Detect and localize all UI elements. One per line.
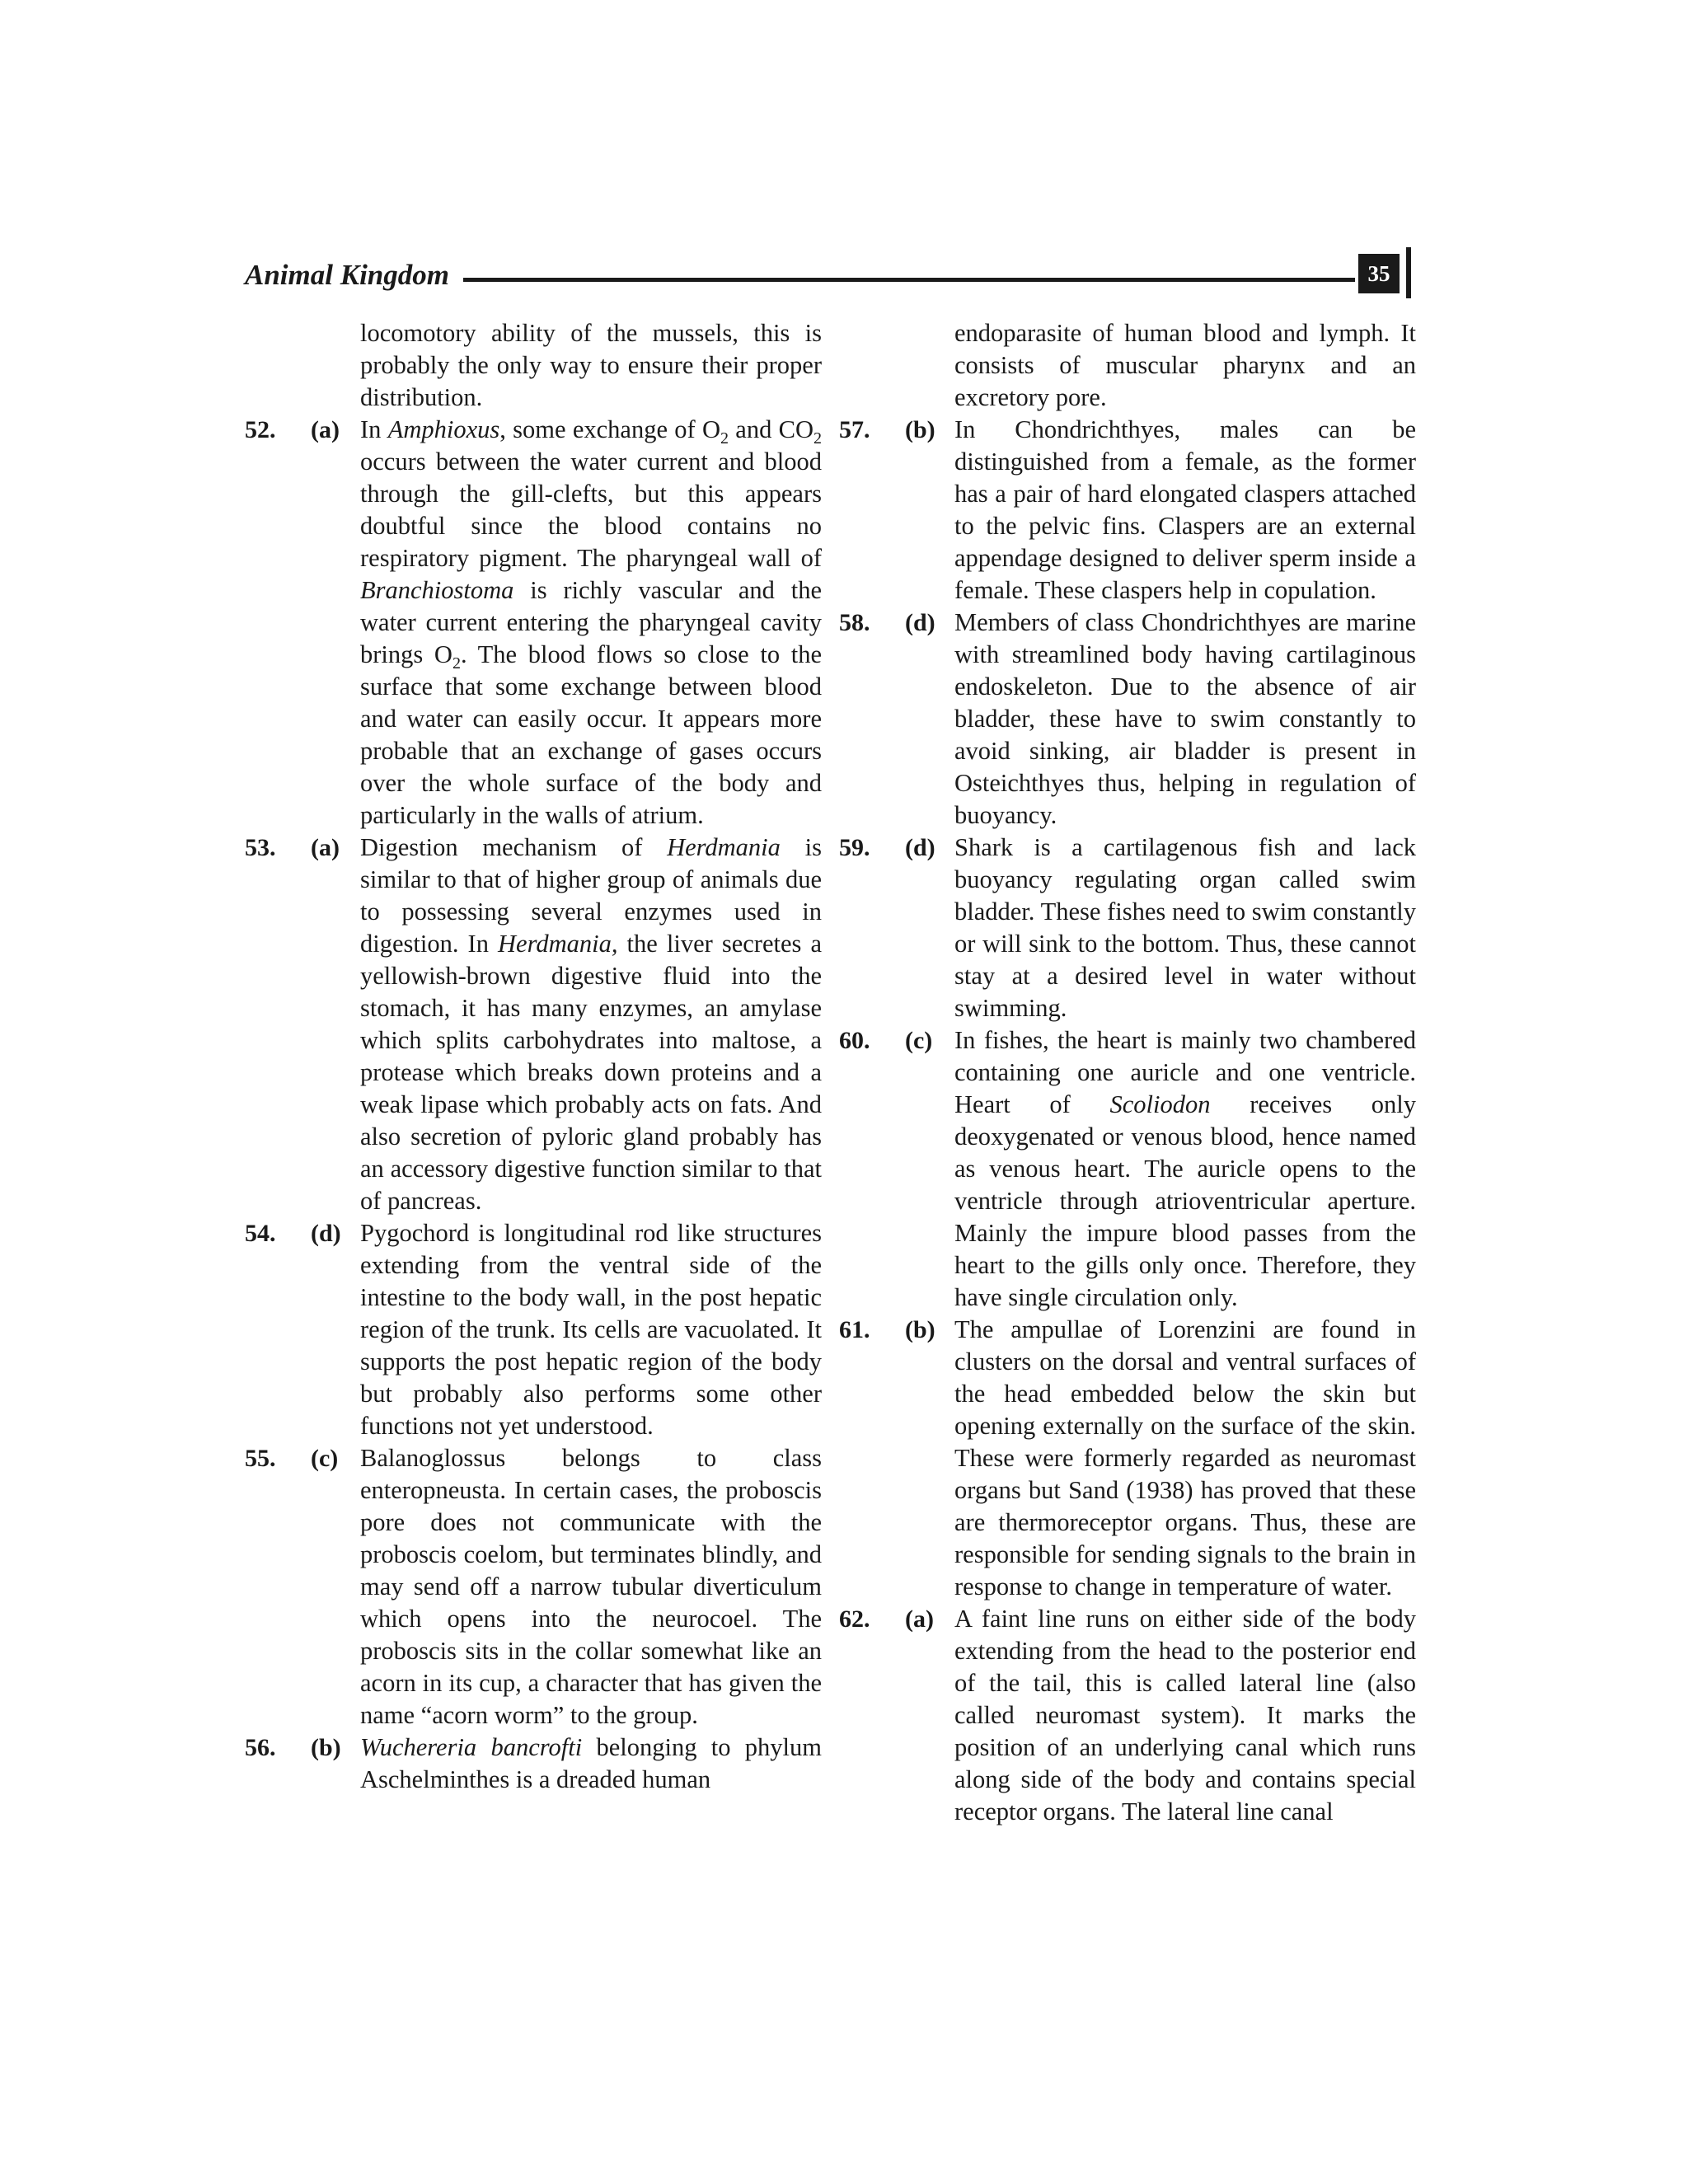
answer-option: (b) bbox=[905, 416, 935, 443]
continuation-paragraph bbox=[839, 317, 1416, 414]
continuation-paragraph bbox=[245, 317, 822, 414]
answer-option: (a) bbox=[311, 834, 340, 861]
page-header bbox=[245, 247, 1415, 305]
answer-item bbox=[245, 1442, 822, 1732]
question-number: 55. bbox=[245, 1445, 276, 1472]
answer-option: (c) bbox=[905, 1027, 933, 1054]
answer-option: (d) bbox=[311, 1220, 341, 1247]
answer-text: In Chondrichthyes, males can be distinguished from a female, as the former has a pair of hard elongated claspers attached to the pelvic fins. Claspers are an external appendage designed to deliver sperm inside a female. These claspers help in copulation. bbox=[954, 415, 1416, 604]
left-column bbox=[245, 317, 822, 1796]
answer-text: Shark is a cartilagenous fish and lack buoyancy regulating organ called swim bladder. These fishes need to swim constantly or will sink to the bottom. Thus, these cannot stay at a desired level in water without swimming. bbox=[954, 833, 1416, 1022]
page-number-bar bbox=[1406, 247, 1411, 298]
answer-text: Digestion mechanism of Herdmania is similar to that of higher group of animals due to possessing several enzymes used in digestion. In Herdmania, the liver secretes a yellowish-brown digestive fluid into the stomach, it has many enzymes, an amylase which splits carbohydrates into maltose, a protease which breaks down proteins and a weak lipase which probably acts on fats. And also secretion of pyloric gland probably has an accessory digestive function similar to that of pancreas. bbox=[360, 833, 822, 1215]
answer-item bbox=[839, 1024, 1416, 1314]
question-number: 53. bbox=[245, 834, 276, 861]
answer-text: Wuchereria bancrofti belonging to phylum Aschelminthes is a dreaded human bbox=[360, 1733, 822, 1793]
answer-option: (b) bbox=[311, 1734, 341, 1761]
answer-option: (d) bbox=[905, 834, 935, 861]
answer-option: (b) bbox=[905, 1316, 935, 1343]
answer-text: Balanoglossus belongs to class enteropneusta. In certain cases, the proboscis pore does not communicate with the proboscis coelom, but terminates blindly, and may send off a narrow tubular diverticulum which opens into the neurocoel. The proboscis sits in the collar somewhat like an acorn in its cup, a character that has given the name “acorn worm” to the group. bbox=[360, 1444, 822, 1729]
answer-item bbox=[245, 832, 822, 1217]
answer-item bbox=[839, 1603, 1416, 1828]
answer-item bbox=[245, 1217, 822, 1442]
answer-text: In Amphioxus, some exchange of $O_2$ and $CO_2$ occurs between the water current and blood through the gill-clefts, but this appears doubtful since the blood contains no respiratory pigment. The pharyngeal wall of Branchiostoma is richly vascular and the water current entering the pharyngeal cavity brings $O_2$. The blood flows so close to the surface that some exchange between blood and water can easily occur. It appears more probable that an exchange of gases occurs over the whole surface of the body and particularly in the walls of atrium. bbox=[360, 415, 823, 829]
question-number: 56. bbox=[245, 1734, 276, 1761]
question-number: 54. bbox=[245, 1220, 276, 1247]
answer-text: In fishes, the heart is mainly two chambered containing one auricle and one ventricle. Heart of Scoliodon receives only deoxygenated or venous blood, hence named as venous heart. The auricle opens to the ventricle through atrioventricular aperture. Mainly the impure blood passes from the heart to the gills only once. Therefore, they have single circulation only. bbox=[954, 1026, 1417, 1311]
page-number: 35 bbox=[1358, 254, 1400, 293]
running-title: Animal Kingdom bbox=[245, 259, 449, 291]
answer-option: (c) bbox=[311, 1445, 339, 1472]
answer-text: locomotory ability of the mussels, this is probably the only way to ensure their proper distribution. bbox=[360, 319, 822, 411]
answer-item bbox=[839, 832, 1416, 1024]
answer-text: The ampullae of Lorenzini are found in clusters on the dorsal and ventral surfaces of the head embedded below the skin but opening externally on the surface of the skin. These were formerly regarded as neuromast organs but Sand (1938) has proved that these are thermoreceptor organs. Thus, these are responsible for sending signals to the brain in response to change in temperature of water. bbox=[954, 1315, 1416, 1601]
answer-list bbox=[839, 414, 1416, 1828]
question-number: 60. bbox=[839, 1027, 870, 1054]
answer-item bbox=[839, 607, 1416, 832]
answer-option: (a) bbox=[905, 1605, 934, 1633]
answer-text: A faint line runs on either side of the body extending from the head to the posterior end of the tail, this is called lateral line (also called neuromast system). It marks the position of an underlying canal which runs along side of the body and contains special receptor organs. The lateral line canal bbox=[954, 1605, 1416, 1825]
question-number: 52. bbox=[245, 416, 276, 443]
answer-text: endoparasite of human blood and lymph. It consists of muscular pharynx and an excretory pore. bbox=[954, 319, 1416, 411]
right-column bbox=[839, 317, 1416, 1828]
question-number: 57. bbox=[839, 416, 870, 443]
question-number: 61. bbox=[839, 1316, 870, 1343]
question-number: 58. bbox=[839, 609, 870, 636]
answer-item bbox=[839, 1314, 1416, 1603]
header-rule bbox=[463, 278, 1355, 282]
question-number: 62. bbox=[839, 1605, 870, 1633]
answer-item bbox=[245, 1732, 822, 1796]
answer-text: Members of class Chondrichthyes are marine with streamlined body having cartilaginous endoskeleton. Due to the absence of air bladder, these have to swim constantly to avoid sinking, air bladder is present in Osteichthyes thus, helping in regulation of buoyancy. bbox=[954, 608, 1416, 829]
answer-option: (a) bbox=[311, 416, 340, 443]
answer-list bbox=[245, 414, 822, 1796]
answer-item bbox=[245, 414, 822, 832]
answer-text: Pygochord is longitudinal rod like structures extending from the ventral side of the intestine to the body wall, in the post hepatic region of the trunk. Its cells are vacuolated. It supports the post hepatic region of the body but probably also performs some other functions not yet understood. bbox=[360, 1219, 822, 1440]
question-number: 59. bbox=[839, 834, 870, 861]
answer-item bbox=[839, 414, 1416, 607]
answer-option: (d) bbox=[905, 609, 935, 636]
